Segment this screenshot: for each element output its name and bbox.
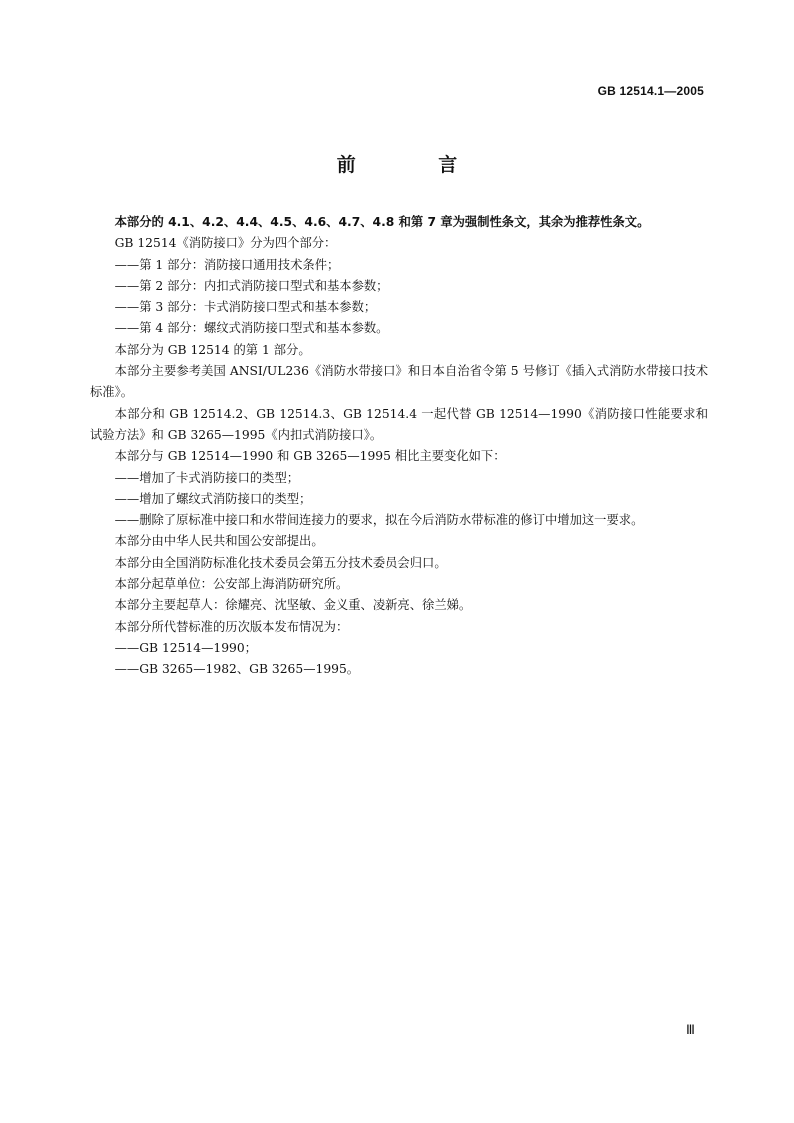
list-item: ——GB 12514—1990； — [114, 640, 257, 655]
paragraph-mandatory-clauses: 本部分的 4.1、4.2、4.4、4.5、4.6、4.7、4.8 和第 7 章为强制性条文，其余为推荐性条文。 — [114, 215, 650, 229]
paragraph: 本部分主要起草人：徐耀亮、沈坚敏、金义重、凌新亮、徐兰娣。 — [114, 598, 472, 613]
paragraph: 本部分为 GB 12514 的第 1 部分。 — [114, 342, 311, 357]
paragraph: GB 12514《消防接口》分为四个部分： — [114, 236, 337, 251]
standard-code: GB 12514.1—2005 — [597, 84, 704, 98]
page-number: Ⅲ — [686, 1022, 695, 1037]
list-item: ——删除了原标准中接口和水带间连接力的要求，拟在今后消防水带标准的修订中增加这一要求。 — [114, 513, 644, 528]
paragraph: 本部分起草单位：公安部上海消防研究所。 — [114, 577, 349, 592]
paragraph: 本部分主要参考美国 ANSI/UL236《消防水带接口》和日本自治省令第 5 号修订《插入式消防水带接口技术标准》。 — [90, 364, 708, 400]
list-item: ——第 3 部分：卡式消防接口型式和基本参数； — [114, 300, 377, 315]
paragraph: 本部分由全国消防标准化技术委员会第五分技术委员会归口。 — [114, 555, 447, 570]
paragraph: 本部分所代替标准的历次版本发布情况为： — [114, 619, 349, 634]
list-item: ——GB 3265—1982、GB 3265—1995。 — [114, 662, 360, 677]
list-item: ——第 4 部分：螺纹式消防接口型式和基本参数。 — [114, 321, 389, 336]
paragraph: 本部分由中华人民共和国公安部提出。 — [114, 534, 324, 549]
list-item: ——增加了卡式消防接口的类型； — [114, 470, 300, 485]
list-item: ——第 2 部分：内扣式消防接口型式和基本参数； — [114, 278, 389, 293]
page-title: 前 言 — [336, 154, 496, 176]
paragraph: 本部分和 GB 12514.2、GB 12514.3、GB 12514.4 一起代替 GB 12514—1990《消防接口性能要求和试验方法》和 GB 3265—1995《内扣式消防接口》。 — [90, 406, 708, 442]
foreword-body — [90, 212, 708, 681]
list-item: ——增加了螺纹式消防接口的类型； — [114, 491, 312, 506]
list-item: ——第 1 部分：消防接口通用技术条件； — [114, 257, 340, 272]
paragraph: 本部分与 GB 12514—1990 和 GB 3265—1995 相比主要变化如下： — [114, 449, 506, 464]
